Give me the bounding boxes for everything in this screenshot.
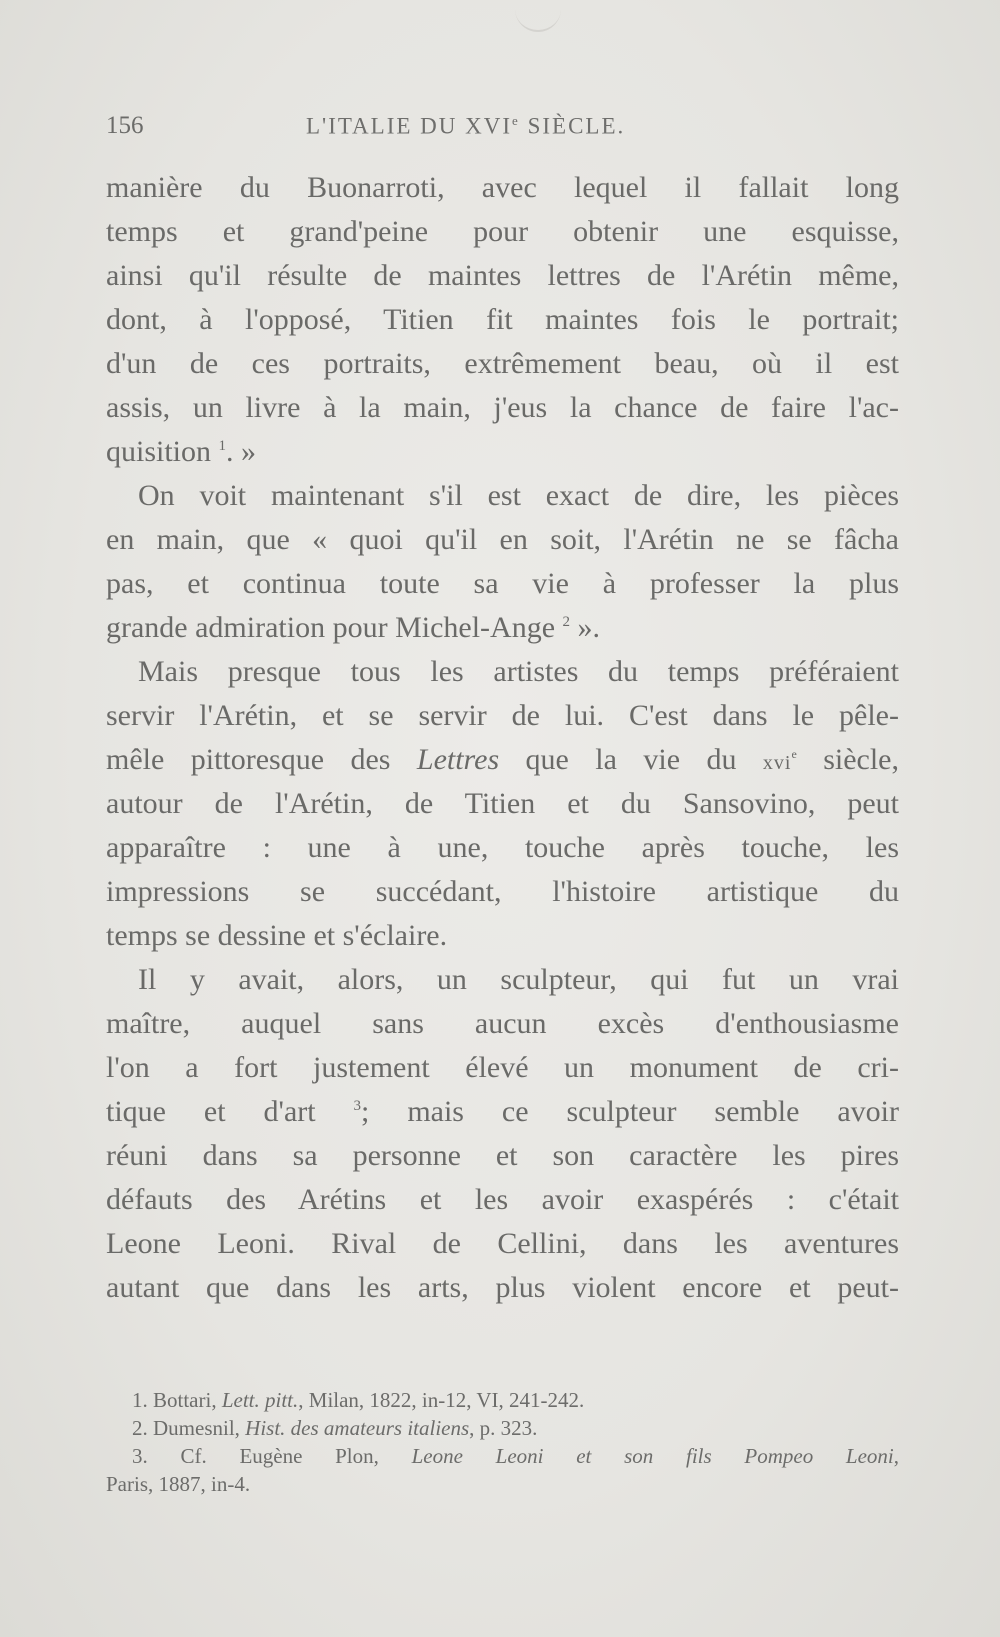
paragraph-2 [106, 474, 899, 650]
text-line [106, 430, 899, 474]
text-fragment: mêle pittoresque des [106, 743, 417, 776]
footnote-text: , Milan, 1822, in-12, VI, 241-242. [298, 1388, 585, 1412]
footnote-italic: Hist. des amateurs italiens [245, 1416, 470, 1440]
text-fragment: grande admiration pour Michel-Ange [106, 611, 563, 644]
text-line: manière du Buonarroti, avec lequel il fallait long [106, 171, 899, 204]
text-line: temps se dessine et s'éclaire. [106, 919, 448, 952]
footnote-text: , [893, 1444, 900, 1468]
text-line: autant que dans les arts, plus violent encore et peut- [106, 1271, 899, 1304]
text-line: l'on a fort justement élevé un monument de cri- [106, 1051, 899, 1084]
text-line: temps et grand'peine pour obtenir une esquisse, [106, 215, 899, 248]
footnote-ref-1: 1 [218, 438, 227, 454]
text-line: apparaître : une à une, touche après touche, les [106, 831, 899, 864]
text-fragment: ». [570, 611, 601, 644]
italic-title: Lettres [416, 743, 500, 776]
text-fragment: que la vie du [499, 743, 763, 776]
running-head-main: L'ITALIE DU XVI [306, 113, 513, 139]
text-line [106, 738, 899, 782]
body-text [106, 166, 899, 1310]
text-fragment: siècle, [796, 743, 900, 776]
running-head [306, 113, 625, 140]
footnote-3-continuation: Paris, 1887, in-4. [106, 1472, 251, 1496]
text-line: maître, auquel sans aucun excès d'enthousiasme [106, 1007, 899, 1040]
text-line: assis, un livre à la main, j'eus la chance de faire l'ac- [106, 391, 899, 424]
footnote-text: 1. Bottari, [132, 1388, 222, 1412]
footnote-text: , p. 323. [469, 1416, 538, 1440]
text-line: Il y avait, alors, un sculpteur, qui fut un vrai [138, 963, 899, 996]
text-line [106, 1090, 899, 1134]
text-line: pas, et continua toute sa vie à professer la plus [106, 567, 899, 600]
text-fragment: tique et d'art [106, 1095, 354, 1128]
paragraph-1 [106, 166, 899, 474]
text-line: On voit maintenant s'il est exact de dire, les pièces [138, 479, 899, 512]
running-head-end: SIÈCLE. [519, 113, 626, 139]
footnote-2 [106, 1414, 899, 1442]
footnote-3 [106, 1442, 899, 1470]
text-line: dont, à l'opposé, Titien fit maintes fois le portrait; [106, 303, 899, 336]
text-fragment: . » [226, 435, 257, 468]
text-line: Mais presque tous les artistes du temps préféraient [138, 655, 899, 688]
text-line: impressions se succédant, l'histoire artistique du [106, 875, 899, 908]
century-numeral: xvi [762, 752, 792, 774]
footnote-text: 2. Dumesnil, [132, 1416, 246, 1440]
text-line: Leone Leoni. Rival de Cellini, dans les aventures [106, 1227, 899, 1260]
text-fragment: quisition [106, 435, 219, 468]
footnotes [106, 1386, 899, 1498]
page-number: 156 [106, 112, 144, 139]
text-line: défauts des Arétins et les avoir exaspérés : c'était [106, 1183, 899, 1216]
footnote-text: 3. Cf. Eugène Plon, [132, 1444, 412, 1468]
text-line [106, 606, 899, 650]
text-fragment: ; mais ce sculpteur semble avoir [361, 1095, 899, 1128]
footnote-1 [106, 1386, 899, 1414]
text-line: ainsi qu'il résulte de maintes lettres de l'Arétin même, [106, 259, 899, 292]
text-line: d'un de ces portraits, extrêmement beau, où il est [106, 347, 899, 380]
paragraph-4 [106, 958, 899, 1310]
text-line: autour de l'Arétin, de Titien et du Sansovino, peut [106, 787, 899, 820]
footnote-italic: Leone Leoni et son fils Pompeo Leoni [411, 1444, 894, 1468]
paragraph-3 [106, 650, 899, 958]
century-sup: e [791, 747, 797, 761]
page-header [106, 112, 899, 146]
running-head-sup: e [512, 113, 520, 128]
page-edge-mark [515, 8, 561, 32]
text-line: servir l'Arétin, et se servir de lui. C'est dans le pêle- [106, 699, 899, 732]
footnote-italic: Lett. pitt. [221, 1388, 299, 1412]
text-line: en main, que « quoi qu'il en soit, l'Arétin ne se fâcha [106, 523, 899, 556]
text-line: réuni dans sa personne et son caractère les pires [106, 1139, 899, 1172]
footnote-ref-3: 3 [353, 1098, 362, 1114]
footnote-ref-2: 2 [562, 614, 571, 630]
